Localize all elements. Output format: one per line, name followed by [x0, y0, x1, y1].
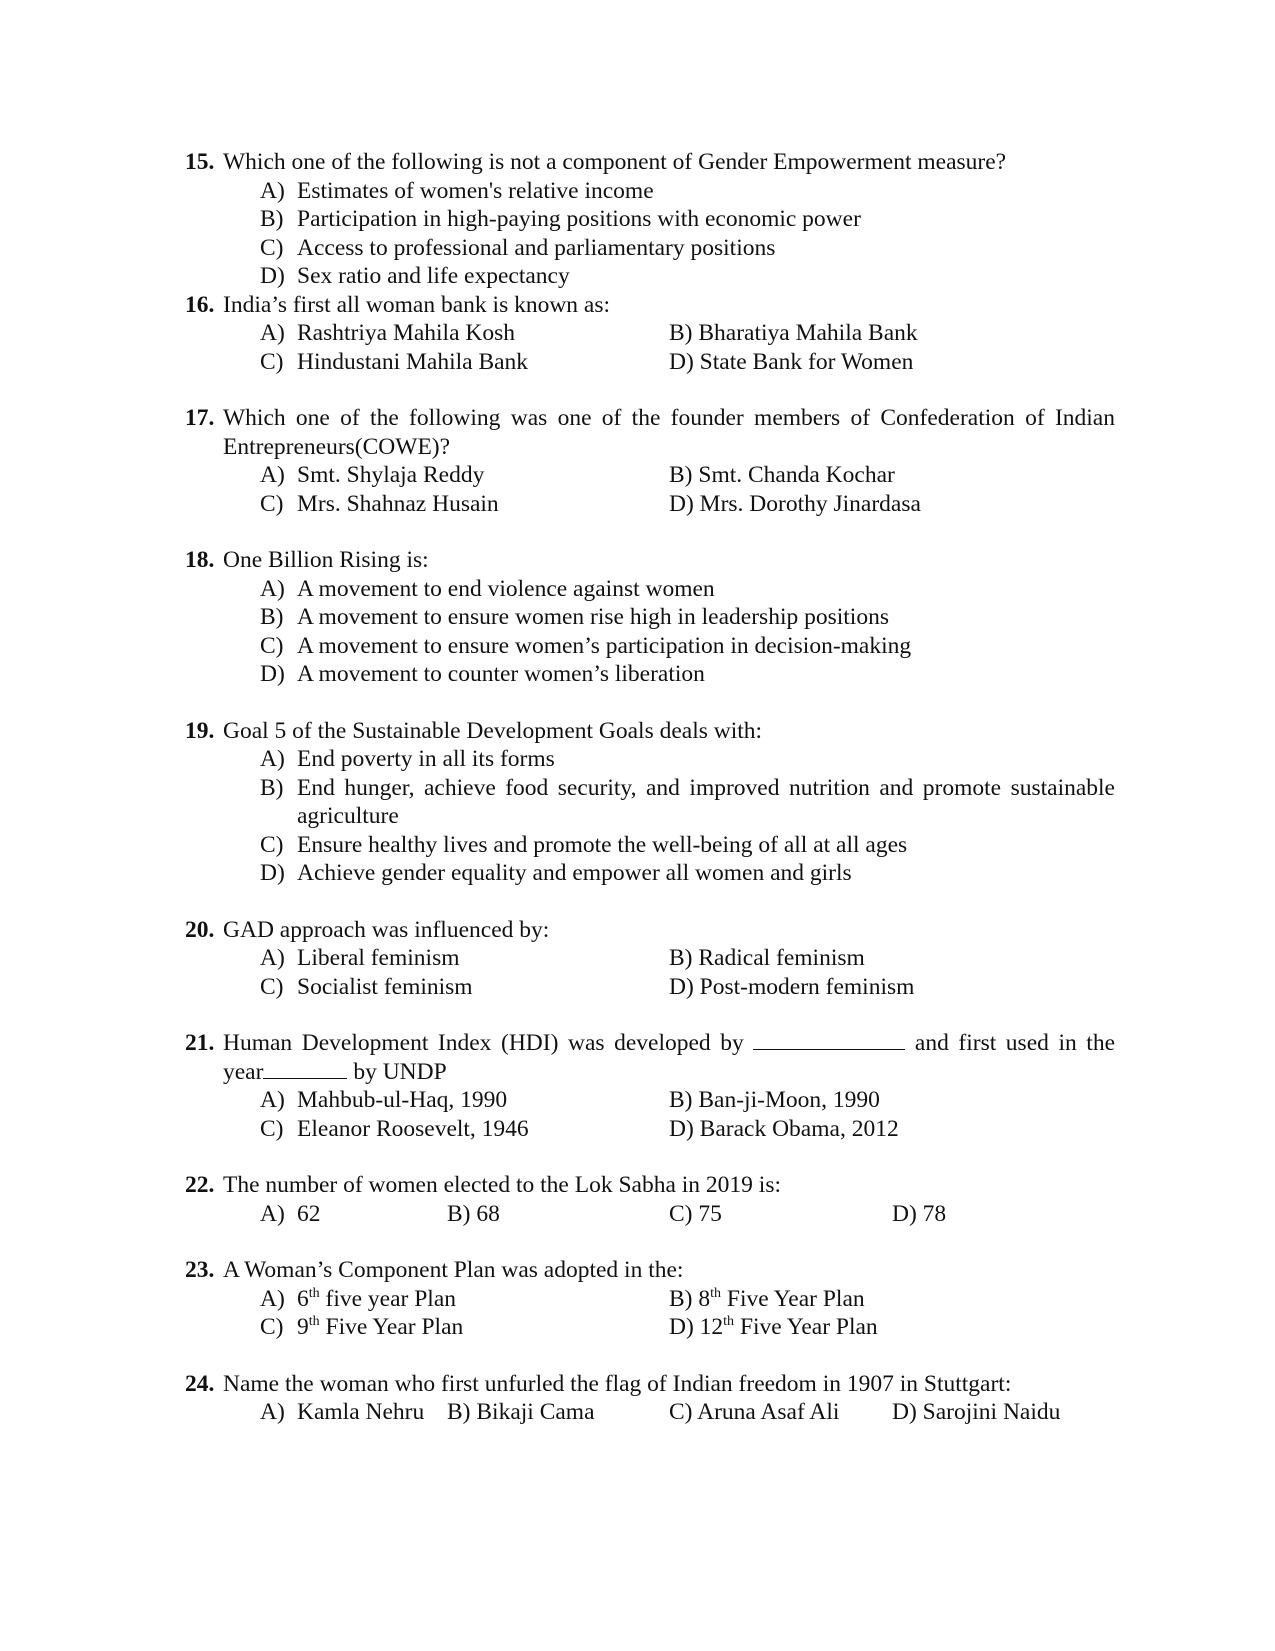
option-d: D) Sex ratio and life expectancy [260, 263, 570, 289]
question-number: 21. [185, 1030, 215, 1056]
option-a: A) Smt. Shylaja Reddy [260, 462, 485, 488]
option-d: D) Sarojini Naidu [892, 1399, 1061, 1425]
option-c: C) Hindustani Mahila Bank [260, 348, 529, 375]
option-row [185, 1313, 1115, 1342]
option-a: A) Mahbub-ul-Haq, 1990 [260, 1087, 508, 1113]
question-stem-part1: Human Development Index (HDI) was developed by [223, 1030, 744, 1056]
question-16 [185, 291, 1115, 377]
question-19 [185, 717, 1115, 888]
question-number: 19. [185, 717, 215, 744]
question-number: 18. [185, 547, 215, 573]
option-b: B) 8th Five Year Plan [669, 1285, 865, 1312]
question-number: 20. [185, 916, 215, 943]
option-b: B) End hunger, achieve food security, and improved nutrition and promote sustainable agriculture [260, 774, 1115, 829]
question-stem: A Woman’s Component Plan was adopted in the: [223, 1257, 684, 1283]
option-c: C) Aruna Asaf Ali [669, 1399, 840, 1425]
question-20 [185, 916, 1115, 1002]
option-row [185, 1200, 1115, 1229]
option-b: B) Bikaji Cama [447, 1399, 595, 1425]
option-c: C) 9th Five Year Plan [260, 1314, 464, 1340]
question-number: 16. [185, 291, 215, 318]
option-d: D) State Bank for Women [669, 348, 914, 375]
option-c: C) 75 [669, 1200, 722, 1227]
option-a: A) 62 [260, 1200, 321, 1227]
question-stem: GAD approach was influenced by: [223, 916, 550, 943]
option-c: C) A movement to ensure women’s participation in decision-making [260, 632, 912, 659]
option-d: D) 78 [892, 1200, 947, 1227]
option-a: A) End poverty in all its forms [260, 746, 555, 772]
question-24 [185, 1370, 1115, 1427]
option-a: A) A movement to end violence against women [260, 575, 715, 602]
option-d: D) Achieve gender equality and empower all women and girls [260, 860, 852, 886]
option-b: B) A movement to ensure women rise high in leadership positions [260, 604, 889, 630]
option-row [185, 1086, 1115, 1115]
option-a: A) Rashtriya Mahila Kosh [260, 320, 515, 346]
option-b: B) 68 [447, 1200, 500, 1227]
question-stem: Which one of the following was one of the founder members of Confederation of Indian Entrepreneurs(COWE)? [223, 405, 1115, 460]
fill-in-blank [263, 1058, 347, 1079]
question-stem-part3: by UNDP [353, 1058, 447, 1085]
question-number: 23. [185, 1257, 215, 1283]
option-b: B) Smt. Chanda Kochar [669, 462, 895, 488]
option-row [185, 319, 1115, 348]
question-number: 24. [185, 1370, 215, 1397]
option-a: A) Kamla Nehru [260, 1399, 425, 1425]
question-15 [185, 148, 1115, 291]
option-c: C) Mrs. Shahnaz Husain [260, 490, 499, 517]
question-21 [185, 1029, 1115, 1143]
option-a: A) Liberal feminism [260, 945, 460, 971]
option-b: B) Ban-ji-Moon, 1990 [669, 1087, 880, 1113]
option-d: D) Barack Obama, 2012 [669, 1115, 899, 1142]
option-row [185, 944, 1115, 973]
option-d: D) 12th Five Year Plan [669, 1314, 878, 1340]
option-a: A) 6th five year Plan [260, 1285, 457, 1312]
question-number: 15. [185, 149, 215, 175]
question-stem: Goal 5 of the Sustainable Development Goals deals with: [223, 717, 763, 744]
question-stem: Which one of the following is not a component of Gender Empowerment measure? [223, 149, 1007, 175]
option-d: D) Mrs. Dorothy Jinardasa [669, 490, 921, 517]
question-22 [185, 1171, 1115, 1228]
question-stem: One Billion Rising is: [223, 547, 429, 573]
option-d: D) A movement to counter women’s liberation [260, 661, 705, 687]
question-number: 17. [185, 405, 215, 431]
question-number: 22. [185, 1172, 215, 1198]
question-stem: The number of women elected to the Lok Sabha in 2019 is: [223, 1172, 781, 1198]
option-c: C) Socialist feminism [260, 973, 473, 1000]
option-d: D) Post-modern feminism [669, 973, 915, 1000]
option-row [185, 348, 1115, 377]
option-c: C) Access to professional and parliamentary positions [260, 234, 776, 261]
option-row [185, 1115, 1115, 1144]
option-b: B) Participation in high-paying positions with economic power [260, 206, 861, 232]
option-a: A) Estimates of women's relative income [260, 177, 654, 204]
option-b: B) Bharatiya Mahila Bank [669, 320, 918, 346]
question-stem-part2: and first used in the year [223, 1030, 1116, 1085]
option-c: C) Eleanor Roosevelt, 1946 [260, 1115, 529, 1142]
option-b: B) Radical feminism [669, 945, 865, 971]
fill-in-blank [753, 1029, 905, 1050]
question-18 [185, 546, 1115, 689]
option-row [185, 490, 1115, 519]
option-row [185, 461, 1115, 490]
option-c: C) Ensure healthy lives and promote the well-being of all at all ages [260, 831, 908, 858]
option-row [185, 1398, 1115, 1427]
question-23 [185, 1256, 1115, 1342]
question-17 [185, 404, 1115, 518]
option-row [185, 973, 1115, 1002]
option-row [185, 1285, 1115, 1314]
question-stem: Name the woman who first unfurled the flag of Indian freedom in 1907 in Stuttgart: [223, 1370, 1012, 1397]
question-stem: India’s first all woman bank is known as: [223, 291, 611, 318]
question-paper-page [185, 148, 1115, 1427]
